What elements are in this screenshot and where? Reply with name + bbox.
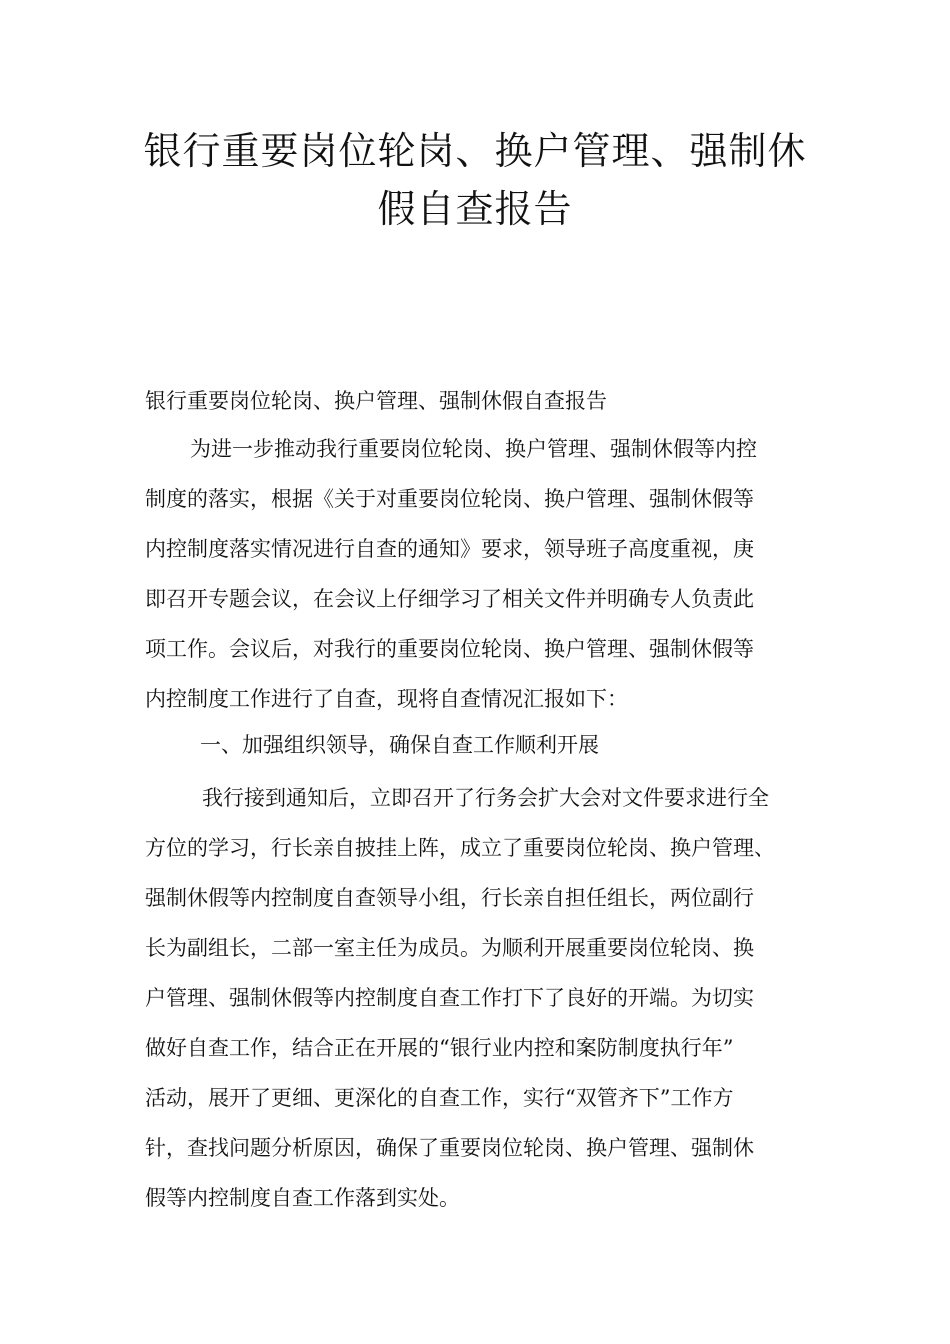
title-line-1: 银行重要岗位轮岗、换户管理、强制休 xyxy=(143,129,807,173)
paragraph-line: 项工作。会议后，对我行的重要岗位轮岗、换户管理、强制休假等 xyxy=(145,637,754,661)
title-line-2: 假自查报告 xyxy=(377,187,573,231)
section-heading xyxy=(145,720,825,770)
paragraph-line: 即召开专题会议，在会议上仔细学习了相关文件并明确专人负责此 xyxy=(145,587,754,611)
paragraph-line: 活动，展开了更细、更深化的自查工作，实行“双管齐下”工作方 xyxy=(145,1086,734,1110)
paragraph-line: 针，查找问题分析原因，确保了重要岗位轮岗、换户管理、强制休 xyxy=(145,1136,754,1160)
paragraph-line: 内控制度工作进行了自查，现将自查情况汇报如下： xyxy=(145,687,628,711)
paragraph-line: 内控制度落实情况进行自查的通知》要求，领导班子高度重视，庚 xyxy=(145,537,754,561)
paragraph-intro xyxy=(145,424,825,724)
paragraph-line: 长为副组长，二部一室主任为成员。为顺利开展重要岗位轮岗、换 xyxy=(145,936,754,960)
paragraph-line: 假等内控制度自查工作落到实处。 xyxy=(145,1186,460,1210)
paragraph-line: 户管理、强制休假等内控制度自查工作打下了良好的开端。为切实 xyxy=(145,986,754,1010)
document-title xyxy=(100,122,850,238)
paragraph-line: 制度的落实，根据《关于对重要岗位轮岗、换户管理、强制休假等 xyxy=(145,487,754,511)
paragraph-line: 做好自查工作，结合正在开展的“银行业内控和案防制度执行年” xyxy=(145,1036,734,1060)
paragraph-line: 为进一步推动我行重要岗位轮岗、换户管理、强制休假等内控 xyxy=(190,437,757,461)
paragraph-line: 强制休假等内控制度自查领导小组，行长亲自担任组长，两位副行 xyxy=(145,886,754,910)
document-subtitle: 银行重要岗位轮岗、换户管理、强制休假自查报告 xyxy=(145,389,607,413)
paragraph-line: 方位的学习，行长亲自披挂上阵，成立了重要岗位轮岗、换户管理、 xyxy=(145,836,775,860)
section-heading-text: 一、加强组织领导，确保自查工作顺利开展 xyxy=(200,733,599,757)
paragraph-line: 我行接到通知后，立即召开了行务会扩大会对文件要求进行全 xyxy=(202,786,769,810)
paragraph-section-1 xyxy=(145,773,825,1223)
